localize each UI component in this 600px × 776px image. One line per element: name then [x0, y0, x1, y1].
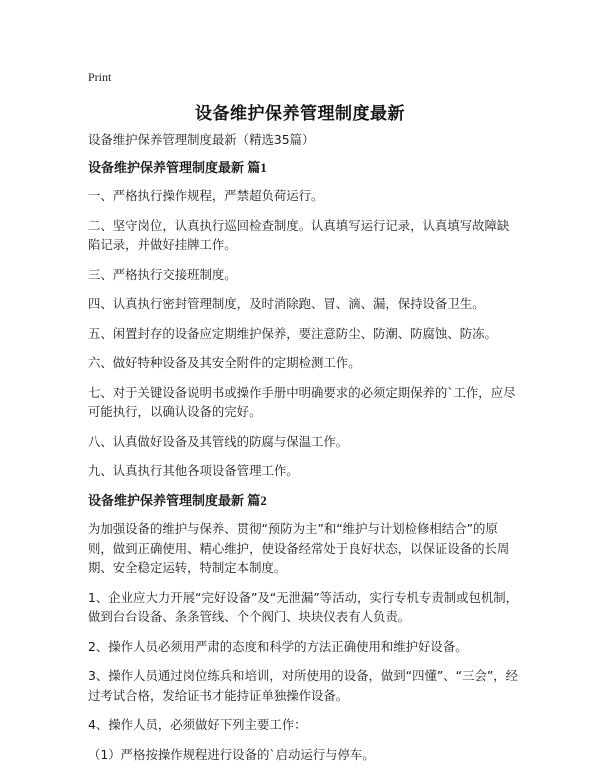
document-title: 设备维护保养管理制度最新	[195, 104, 405, 124]
print-link[interactable]: Print	[88, 70, 112, 84]
paragraph: 一、严格执行操作规程，严禁超负荷运行。	[88, 188, 324, 203]
paragraph: 二、坚守岗位，认真执行巡回检查制度。认真填写运行记录，认真填写故障缺陷记录，并做好挂牌工作。	[88, 217, 510, 252]
paragraph: 三、严格执行交接班制度。	[88, 266, 237, 282]
paragraph: 五、闲置封存的设备应定期维护保养，要注意防尘、防潮、防腐蚀、防冻。	[88, 325, 497, 341]
section-1-heading: 设备维护保养管理制度最新 篇1	[88, 159, 267, 175]
document-body	[88, 130, 520, 774]
paragraph: 为加强设备的维护与保养、贯彻“预防为主”和“维护与计划检修相结合”的原则，做到正确使用、精心维护，使设备经常处于良好状态，以保证设备的长周期、安全稳定运转，特制定本制度。	[88, 521, 510, 575]
paragraph: 2、操作人员必须用严肃的态度和科学的方法正确使用和维护好设备。	[88, 638, 468, 654]
paragraph: 六、做好特种设备及其安全附件的定期检测工作。	[88, 355, 361, 370]
paragraph: 3、操作人员通过岗位练兵和培训，对所使用的设备，做到“四懂”、“三会”，经过考试合格，发给证书才能持证单独操作设备。	[88, 668, 519, 703]
paragraph: 九、认真执行其他各项设备管理工作。	[88, 463, 299, 478]
paragraph: 1、企业应大力开展“完好设备”及“无泄漏”等活动，实行专机专责制或包机制，做到台台设备、条条管线、个个阀门、块块仪表有人负责。	[88, 589, 519, 624]
paragraph: （1）严格按操作规程进行设备的`启动运行与停车。	[88, 746, 375, 762]
paragraph: 四、认真执行密封管理制度，及时消除跑、冒、滴、漏，保持设备卫生。	[88, 296, 485, 311]
section-2-heading: 设备维护保养管理制度最新 篇2	[88, 492, 267, 508]
paragraph: 4、操作人员，必须做好下列主要工作：	[88, 717, 307, 732]
paragraph: 七、对于关键设备说明书或操作手册中明确要求的必须定期保养的`工作，应尽可能执行，以确认设备的完好。	[88, 384, 516, 419]
paragraph: 八、认真做好设备及其管线的防腐与保温工作。	[88, 433, 349, 449]
document-subtitle: 设备维护保养管理制度最新（精选35篇）	[88, 132, 315, 147]
